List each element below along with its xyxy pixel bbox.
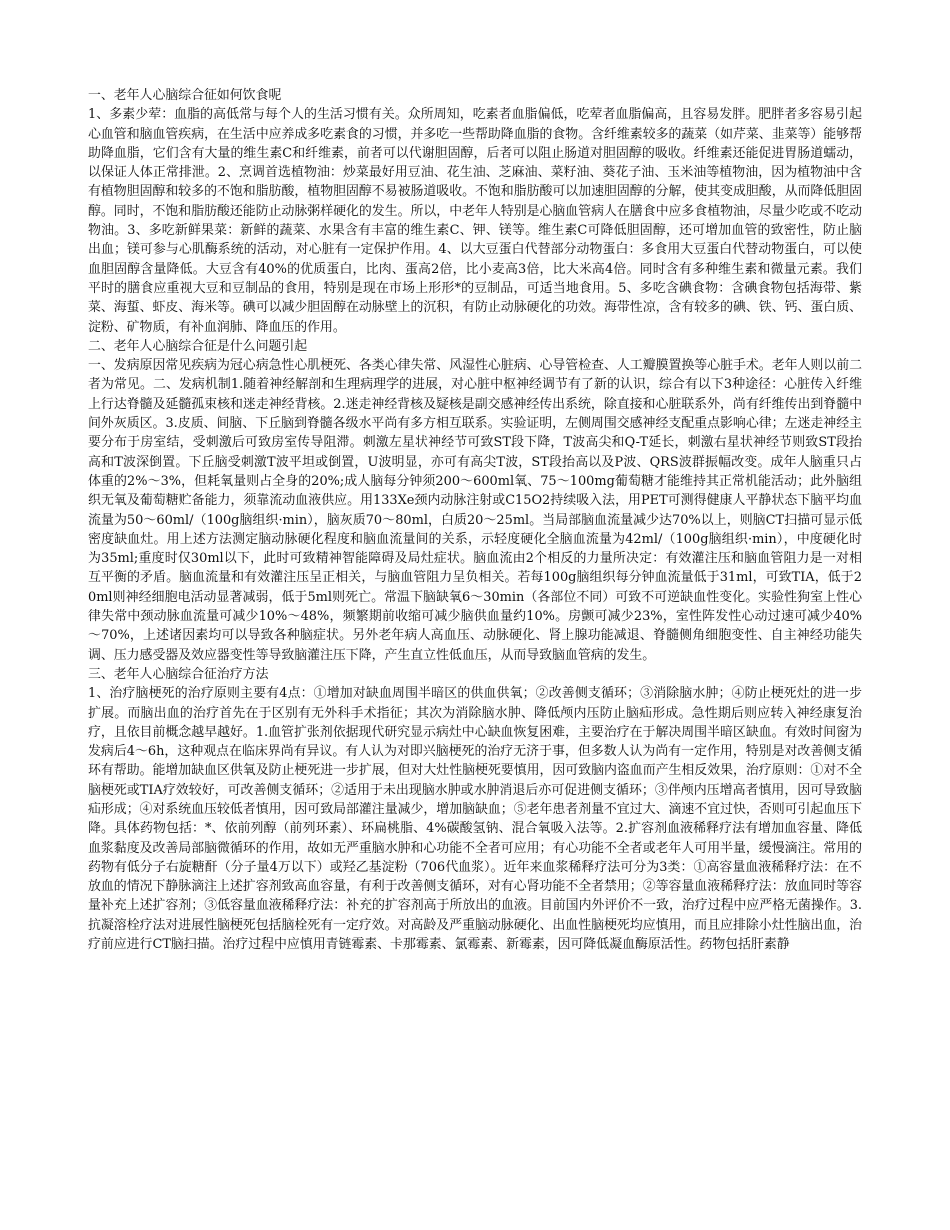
section-1-heading: 一、老年人心脑综合征如何饮食呢: [88, 88, 282, 103]
section-1-body: 1、多素少荤：血脂的高低常与每个人的生活习惯有关。众所周知，吃素者血脂偏低，吃荤者血脂偏高，且容易发胖。肥胖者多容易引起心血管和脑血管疾病，在生活中应养成多吃素食的习惯，并多吃一些帮助降血脂的食物。含纤维素较多的蔬菜（如芹菜、韭菜等）能够帮助降血脂，它们含有大量的维生素C和纤维素，前者可以代谢胆固醇，后者可以阻止肠道对胆固醇的吸收。纤维素还能促进胃肠道蠕动，以保证人体正常排泄。2、烹调首选植物油：炒菜最好用豆油、花生油、芝麻油、菜籽油、葵花子油、玉米油等植物油，因为植物油中含有植物胆固醇和较多的不饱和脂肪酸，植物胆固醇不易被肠道吸收。不饱和脂肪酸可以加速胆固醇的分解，使其变成胆酸，从而降低胆固醇。同时，不饱和脂肪酸还能防止动脉粥样硬化的发生。所以，中老年人特别是心脑血管病人在膳食中应多食植物油，尽量少吃或不吃动物油。3、多吃新鲜果菜：新鲜的蔬菜、水果含有丰富的维生素C、钾、镁等。维生素C可降低胆固醇，还可增加血管的致密性，防止脑出血；镁可参与心肌酶系统的活动，对心脏有一定保护作用。4、以大豆蛋白代替部分动物蛋白：多食用大豆蛋白代替动物蛋白，可以使血胆固醇含量降低。大豆含有40%的优质蛋白，比肉、蛋高2倍，比小麦高3倍，比大米高4倍。同时含有多种维生素和微量元素。我们平时的膳食应重视大豆和豆制品的食用，特别是现在市场上形形*的豆制品，可适当地食用。5、多吃含碘食物：含碘食物包括海带、紫菜、海蜇、虾皮、海米等。碘可以减少胆固醇在动脉壁上的沉积，有防止动脉硬化的功效。海带性凉，含有较多的碘、铁、钙、蛋白质、淀粉、矿物质，有补血润肺、降血压的作用。: [88, 107, 862, 335]
section-2-heading: 二、老年人心脑综合征是什么问题引起: [88, 338, 308, 354]
section-3-heading: 三、老年人心脑综合征治疗方法: [88, 666, 269, 682]
section-2-body: 一、发病原因常见疾病为冠心病急性心肌梗死、各类心律失常、风湿性心脏病、心导管检查、人工瓣膜置换等心脏手术。老年人则以前二者为常见。二、发病机制1.随着神经解剖和生理病理学的进展，对心脏中枢神经调节有了新的认识，综合有以下3种途径：心脏传入纤维上行达脊髓及延髓孤束核和迷走神经背核。2.迷走神经背核及疑核是副交感神经传出系统，除直接和心脏联系外，尚有纤维传出到脊髓中间外灰质区。3.皮质、间脑、下丘脑到脊髓各级水平尚有多方相互联系。实验证明，左侧周围交感神经支配重点影响心律；左迷走神经主要分布于房室结，受刺激后可致房室传导阻滞。刺激左星状神经节可致ST段下降，T波高尖和Q-T延长，刺激右星状神经节则致ST段抬高和T波深倒置。下丘脑受刺激T波平坦或倒置，U波明显，亦可有高尖T波，ST段抬高以及P波、QRS波群振幅改变。成年人脑重只占体重的2%～3%，但耗氧量则占全身的20%;成人脑每分钟须200～600ml氧、75～100mg葡萄糖才能维持其正常机能活动；此外脑组织无氧及葡萄糖贮备能力，须靠流动血液供应。用133Xe颈内动脉注射或C15O2持续吸入法，用PET可测得健康人平静状态下脑平均血流量为50～60ml/（100g脑组织·min），脑灰质70～80ml，白质20～25ml。当局部脑血流量减少达70%以上，则脑CT扫描可显示低密度缺血灶。用上述方法测定脑动脉硬化程度和脑血流量间的关系，示轻度硬化全脑血流量为42ml/（100g脑组织·min），中度硬化时为35ml;重度时仅30ml以下，此时可致精神智能障碍及局灶症状。脑血流由2个相反的力量所决定：有效灌注压和脑血管阻力是一对相互平衡的矛盾。脑血流量和有效灌注压呈正相关，与脑血管阻力呈负相关。若每100g脑组织每分钟血流量低于31ml，可致TIA，低于20ml则神经细胞电活动显著减弱，低于5ml则死亡。常温下脑缺氧6～30min（各部位不同）可致不可逆缺血性变化。实验性狗室上性心律失常中颈动脉血流量可减少10%～48%，频繁期前收缩可减少脑供血量约10%。房颤可减少23%，室性阵发性心动过速可减少40%～70%，上述诸因素均可以导致各种脑症状。另外老年病人高血压、动脉硬化、肾上腺功能减退、脊髓侧角细胞变性、自主神经功能失调、压力感受器及效应器变性等导致脑灌注压下降，产生直立性低血压，从而导致脑血管病的发生。: [88, 358, 862, 663]
section-3-body: 1、治疗脑梗死的治疗原则主要有4点：①增加对缺血周围半暗区的供血供氧；②改善侧支循环；③消除脑水肿；④防止梗死灶的进一步扩展。而脑出血的治疗首先在于区别有无外科手术指征；其次为消除脑水肿、降低颅内压防止脑疝形成。急性期后则应转入神经康复治疗，且依目前概念越早越好。1.血管扩张剂依据现代研究显示病灶中心缺血恢复困难，主要治疗在于解决周围半暗区缺血。有效时间窗为发病后4～6h，这种观点在临床界尚有异议。有人认为对即兴脑梗死的治疗无济于事，但多数人认为尚有一定作用，特别是对改善侧支循环有帮助。能增加缺血区供氧及防止梗死进一步扩展，但对大灶性脑梗死要慎用，因可致脑内盗血而产生相反效果，治疗原则：①对不全脑梗死或TIA疗效较好，可改善侧支循环；②适用于未出现脑水肿或水肿消退后亦可促进侧支循环；③伴颅内压增高者慎用，因可导致脑疝形成；④对系统血压较低者慎用，因可致局部灌注量减少，增加脑缺血；⑤老年患者剂量不宜过大、滴速不宜过快，否则可引起血压下降。具体药物包括：*、依前列醇（前列环素）、环扁桃脂、4%碳酸氢钠、混合氧吸入法等。2.扩容剂血液稀释疗法有增加血容量、降低血浆黏度及改善局部脑微循环的作用，故如无严重脑水肿和心功能不全者可应用；有心功能不全者或老年人可用半量，缓慢滴注。常用的药物有低分子右旋糖酐（分子量4万以下）或羟乙基淀粉（706代血浆）。近年来血浆稀释疗法可分为3类：①高容量血液稀释疗法：在不放血的情况下静脉滴注上述扩容剂致高血容量，有利于改善侧支循环，对有心肾功能不全者禁用；②等容量血液稀释疗法：放血同时等容量补充上述扩容剂；③低容量血液稀释疗法：补充的扩容剂高于所放出的血液。目前国内外评价不一致，治疗过程中应严格无菌操作。3.抗凝溶栓疗法对进展性脑梗死包括脑栓死有一定疗效。对高龄及严重脑动脉硬化、出血性脑梗死均应慎用，而且应排除小灶性脑出血，治疗前应进行CT脑扫描。治疗过程中应慎用青链霉素、卡那霉素、氯霉素、新霉素，因可降低凝血酶原活性。药物包括肝素静: [88, 686, 862, 953]
